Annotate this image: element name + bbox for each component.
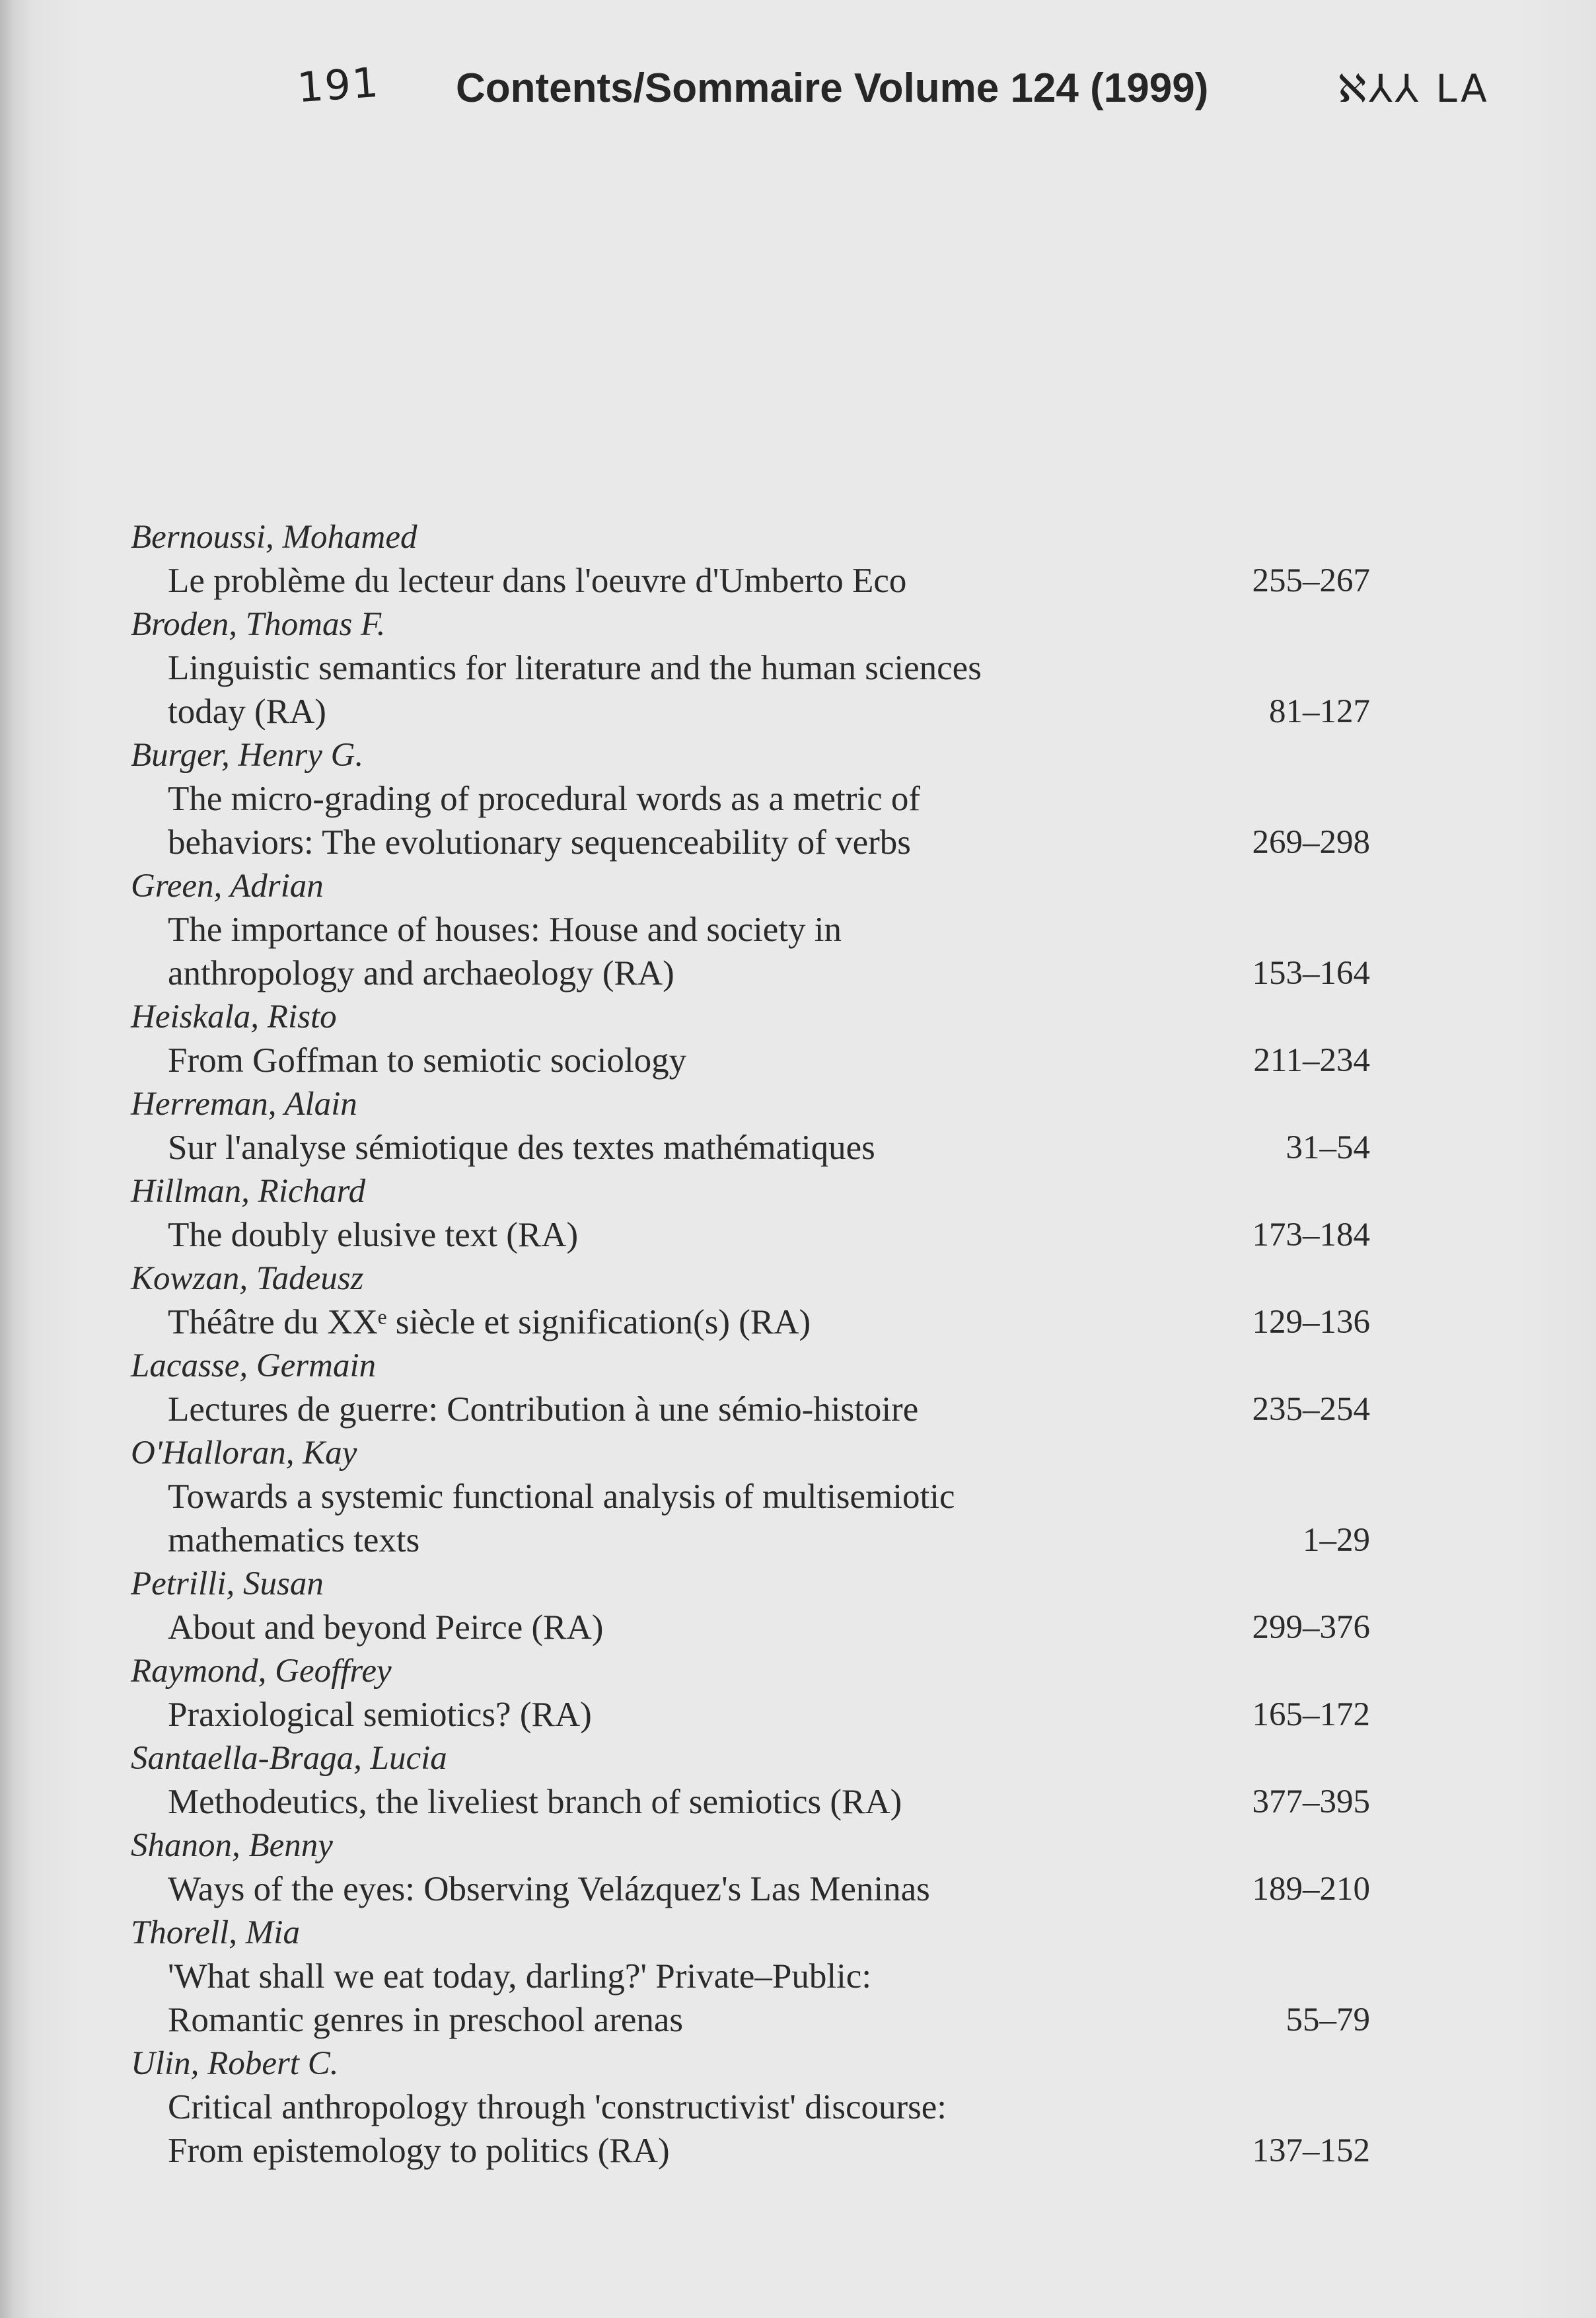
entry-title — [131, 1475, 1370, 1562]
entry-author: Santaella-Braga, Lucia — [131, 1740, 447, 1777]
entry-author: Thorell, Mia — [131, 1914, 300, 1951]
entry-title — [131, 1039, 1370, 1082]
page-title: Contents/Sommaire Volume 124 (1999) — [456, 65, 1209, 111]
entry-author: Broden, Thomas F. — [131, 606, 386, 643]
contents-entry — [131, 1911, 1370, 2042]
entry-title — [131, 1955, 1370, 2042]
contents-entry — [131, 1344, 1370, 1431]
handwritten-annotation-left: 191 — [295, 57, 381, 112]
entry-title — [131, 1388, 1370, 1431]
entry-title-line: Le problème du lecteur dans l'oeuvre d'Umberto Eco — [168, 562, 907, 600]
entry-pages: 129–136 — [1252, 1304, 1370, 1341]
entry-author: Heiskala, Risto — [131, 998, 337, 1035]
entry-title-line: Towards a systemic functional analysis of multisemiotic — [168, 1477, 955, 1516]
contents-entry — [131, 1257, 1370, 1344]
entry-title-line: mathematics texts — [168, 1521, 420, 1559]
entry-title — [131, 1780, 1370, 1824]
page-header — [0, 57, 1596, 114]
entry-title-line: anthropology and archaeology (RA) — [168, 954, 674, 992]
handwritten-annotation-right: ℵ⅄⅄ LA — [1338, 66, 1490, 111]
entry-title-line: About and beyond Peirce (RA) — [168, 1608, 604, 1647]
entry-pages: 377–395 — [1252, 1783, 1370, 1820]
entry-title — [131, 1126, 1370, 1170]
entry-pages: 255–267 — [1252, 562, 1370, 599]
entry-title-line: From Goffman to semiotic sociology — [168, 1041, 687, 1080]
entry-author: Burger, Henry G. — [131, 737, 364, 774]
contents-list — [131, 515, 1370, 2173]
entry-author: Petrilli, Susan — [131, 1565, 324, 1602]
entry-author: Bernoussi, Mohamed — [131, 519, 417, 556]
entry-author: Hillman, Richard — [131, 1173, 366, 1210]
entry-title-line: Methodeutics, the liveliest branch of semiotics (RA) — [168, 1783, 902, 1821]
entry-title — [131, 1693, 1370, 1737]
contents-entry — [131, 1737, 1370, 1824]
contents-entry — [131, 1431, 1370, 1562]
entry-pages: 211–234 — [1253, 1042, 1370, 1079]
entry-pages: 235–254 — [1252, 1391, 1370, 1428]
entry-title-line: today (RA) — [168, 692, 326, 731]
entry-title — [131, 1213, 1370, 1257]
entry-pages: 165–172 — [1252, 1696, 1370, 1733]
entry-pages: 1–29 — [1303, 1522, 1370, 1559]
entry-pages: 269–298 — [1252, 824, 1370, 861]
entry-pages: 173–184 — [1252, 1216, 1370, 1253]
entry-title-line: Praxiological semiotics? (RA) — [168, 1696, 592, 1734]
contents-entry — [131, 1824, 1370, 1911]
entry-author: Green, Adrian — [131, 868, 324, 905]
contents-entry — [131, 1562, 1370, 1649]
entry-pages: 299–376 — [1252, 1609, 1370, 1646]
contents-entry — [131, 995, 1370, 1082]
entry-title-line: Linguistic semantics for literature and the human sciences — [168, 649, 982, 687]
entry-title — [131, 1867, 1370, 1911]
entry-title-line: Romantic genres in preschool arenas — [168, 2001, 684, 2039]
contents-entry — [131, 515, 1370, 603]
entry-title — [131, 1300, 1370, 1344]
entry-title — [131, 646, 1370, 733]
entry-author: Ulin, Robert C. — [131, 2045, 339, 2082]
contents-entry — [131, 1170, 1370, 1257]
entry-title-line: Sur l'analyse sémiotique des textes mathématiques — [168, 1129, 875, 1167]
contents-entry — [131, 733, 1370, 864]
entry-title — [131, 559, 1370, 603]
entry-title-line: From epistemology to politics (RA) — [168, 2132, 670, 2170]
entry-title-line: The doubly elusive text (RA) — [168, 1216, 579, 1254]
contents-entry — [131, 864, 1370, 995]
entry-pages: 153–164 — [1252, 955, 1370, 992]
entry-author: Raymond, Geoffrey — [131, 1653, 392, 1690]
entry-author: Kowzan, Tadeusz — [131, 1260, 364, 1297]
entry-author: Herreman, Alain — [131, 1086, 357, 1123]
contents-entry — [131, 2042, 1370, 2173]
entry-pages: 137–152 — [1252, 2132, 1370, 2169]
entry-title-line: 'What shall we eat today, darling?' Private–Public: — [168, 1957, 872, 1996]
entry-title-line: Théâtre du XXᵉ siècle et signification(s) (RA) — [168, 1303, 811, 1341]
entry-pages: 81–127 — [1269, 693, 1370, 730]
entry-title-line: Ways of the eyes: Observing Velázquez's Las Meninas — [168, 1870, 930, 1908]
entry-title — [131, 777, 1370, 864]
contents-entry — [131, 1082, 1370, 1170]
entry-title-line: Lectures de guerre: Contribution à une sémio-histoire — [168, 1390, 919, 1429]
entry-author: Lacasse, Germain — [131, 1347, 377, 1384]
entry-title-line: The micro-grading of procedural words as a metric of — [168, 780, 921, 818]
entry-title — [131, 1606, 1370, 1649]
entry-pages: 189–210 — [1252, 1871, 1370, 1908]
entry-author: Shanon, Benny — [131, 1827, 333, 1864]
entry-title-line: The importance of houses: House and society in — [168, 911, 842, 949]
entry-title-line: Critical anthropology through 'constructivist' discourse: — [168, 2088, 947, 2126]
contents-entry — [131, 1649, 1370, 1737]
contents-entry — [131, 603, 1370, 733]
entry-author: O'Halloran, Kay — [131, 1435, 357, 1472]
entry-title — [131, 2085, 1370, 2173]
entry-pages: 55–79 — [1286, 2001, 1370, 2038]
entry-title-line: behaviors: The evolutionary sequenceability of verbs — [168, 823, 911, 862]
entry-pages: 31–54 — [1286, 1129, 1370, 1166]
entry-title — [131, 908, 1370, 995]
